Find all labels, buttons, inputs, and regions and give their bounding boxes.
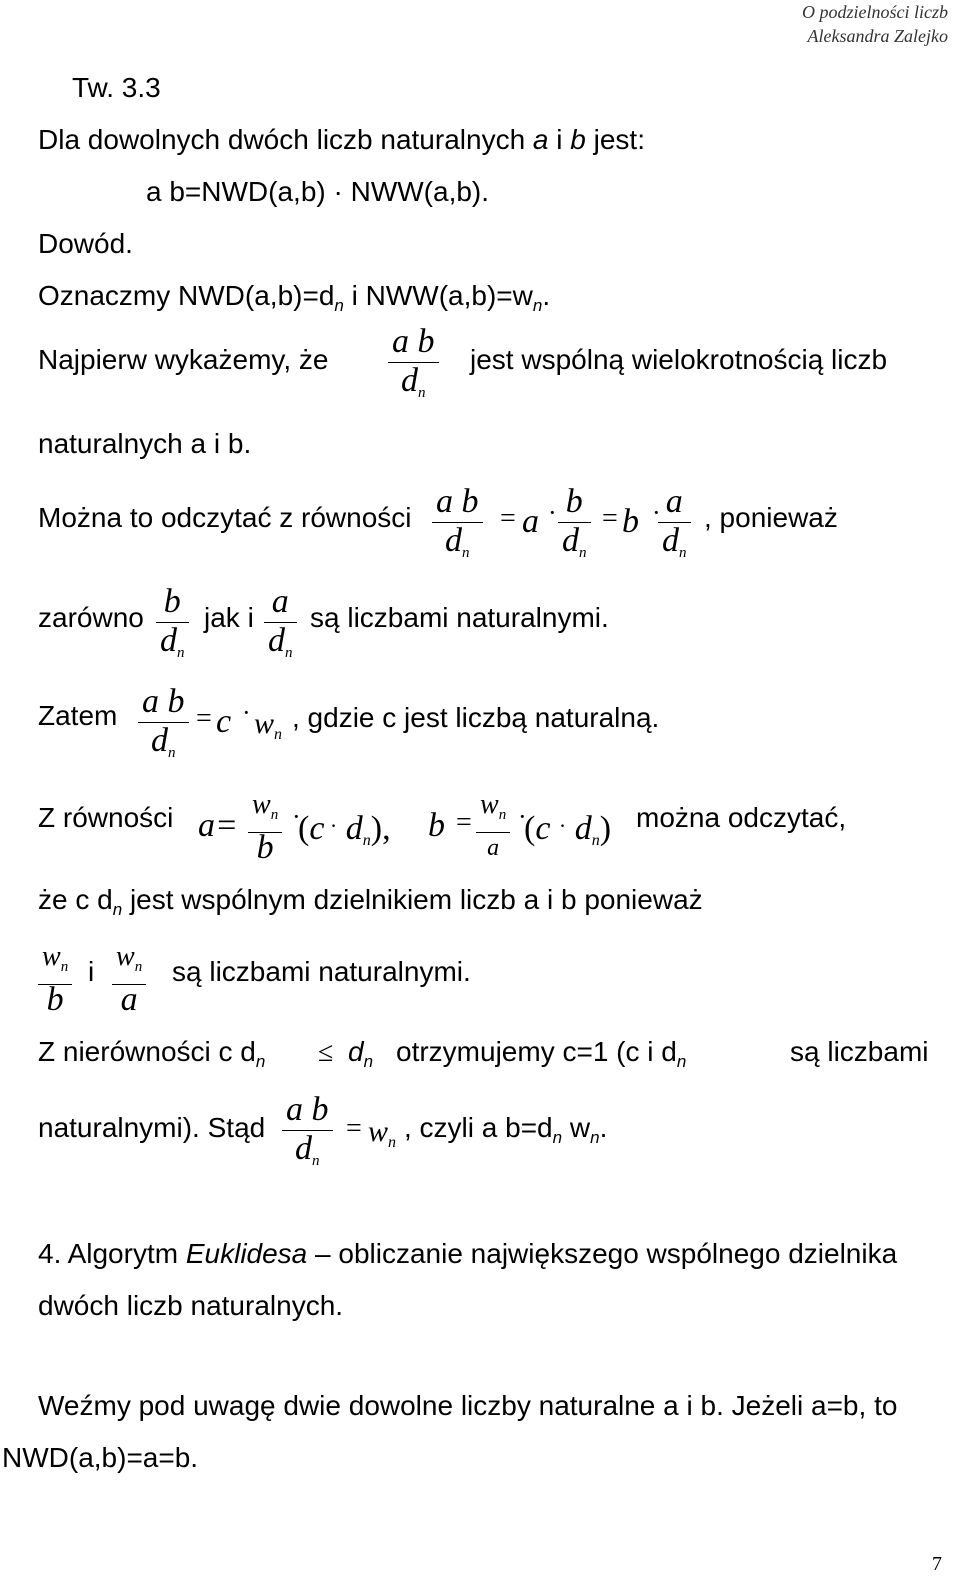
fraction-wn-over-a: $w_n$ a <box>476 790 510 863</box>
proof-line-common-divisor: że c $d_n$ jest wspólnym dzielnikiem liczb a i b ponieważ <box>38 884 703 919</box>
fraction-ab-over-dn <box>388 324 439 411</box>
math-var-b: b <box>428 807 445 844</box>
fraction-ab-over-dn-2: a b dn <box>432 484 483 571</box>
proof-line-are-naturals: są liczbami naturalnymi. <box>310 602 609 633</box>
equals-sign: = <box>196 703 212 734</box>
multiplication-dot: · <box>652 498 661 527</box>
section-4-title: 4. Algorytm Euklidesa – obliczanie największego wspólnego dzielnika <box>38 1238 898 1269</box>
fraction-ab-over-dn-3: a b dn <box>138 684 189 771</box>
proof-line-inequality: Z nierówności c $d_n$ <box>38 1036 266 1071</box>
leq-sign: ≤ <box>318 1037 334 1068</box>
section-4-paragraph-cont: NWD(a,b)=a=b. <box>2 1442 199 1473</box>
proof-line-conclusion: , czyli a $b=d_n$ $w_n$. <box>404 1112 608 1147</box>
proof-line-and: i <box>88 956 95 987</box>
proof-line-inequality-dn: $d_n$ <box>348 1036 374 1071</box>
fraction-wn-over-b: $w_n$ b <box>248 790 282 863</box>
fraction-wn-over-a-2: $w_n$ a <box>112 942 146 1015</box>
section-4-paragraph: Weźmy pod uwagę dwie dowolne liczby naturalne a i b. Jeżeli a=b, to <box>38 1390 898 1421</box>
fraction-a-over-dn-2: a dn <box>264 584 297 671</box>
proof-line-we-get: otrzymujemy c=1 (c i $d_n$ <box>396 1036 687 1071</box>
proof-line-naturals: naturalnych a i b. <box>38 428 252 459</box>
proof-line-are-numbers: są liczbami <box>790 1036 929 1067</box>
page-number: 7 <box>932 1553 942 1575</box>
multiplication-dot: · <box>548 498 557 527</box>
math-var-wn: $w_n$ <box>254 707 283 743</box>
math-a-equals: a= <box>198 807 238 844</box>
equals-sign: = <box>500 503 516 534</box>
proof-line-where-c: , gdzie c jest liczbą naturalną. <box>292 702 660 733</box>
theorem-title: Tw. 3.3 <box>72 72 161 103</box>
math-var-wn: $w_n$ <box>368 1115 397 1151</box>
fraction-b-over-dn-2: b dn <box>156 584 189 671</box>
proof-line-first-claim-rest: jest wspólną wielokrotnością liczb <box>470 344 888 375</box>
theorem-statement: Dla dowolnych dwóch liczb naturalnych a i b jest: <box>38 124 645 155</box>
math-var-c: c <box>216 703 232 740</box>
fraction-b-over-dn: b dn <box>558 484 591 571</box>
fraction-denominator: dn <box>401 362 426 401</box>
math-var-b: b <box>622 503 639 540</box>
equals-sign: = <box>346 1113 362 1144</box>
multiplication-dot: · <box>292 802 301 831</box>
proof-line-from-equalities: Z równości <box>38 802 174 833</box>
fraction-wn-over-b-2: $w_n$ b <box>38 942 72 1015</box>
proof-line-therefore: Zatem <box>38 700 118 731</box>
proof-line-notation: Oznaczmy $NWD(a,b)=d_n$ i $NWW(a,b)=w_n$. <box>38 280 551 315</box>
fraction-a-over-dn: a dn <box>658 484 691 571</box>
math-var-a: a <box>522 503 539 540</box>
math-group-c-dn-2: (c · dn) <box>524 810 612 849</box>
proof-line-can-read: można odczytać, <box>636 802 847 833</box>
header-author: Aleksandra Zalejko <box>807 26 948 46</box>
multiplication-dot: · <box>518 802 527 831</box>
proof-line-both: zarówno <box>38 602 144 633</box>
header-title: O podzielności liczb <box>802 2 948 22</box>
proof-line-equality-intro: Można to odczytać z równości <box>38 502 412 533</box>
math-group-c-dn: (c · dn), <box>298 810 391 849</box>
proof-line-as-well: jak i <box>204 602 254 633</box>
proof-line-first-claim: Najpierw wykażemy, że <box>38 344 329 375</box>
proof-line-naturals-2: są liczbami naturalnymi. <box>172 956 471 987</box>
equals-sign: = <box>456 807 472 838</box>
multiplication-dot: · <box>242 698 251 727</box>
fraction-numerator: a b <box>392 323 435 360</box>
page-header <box>802 0 948 48</box>
proof-label: Dowód. <box>38 228 133 259</box>
equals-sign: = <box>602 503 618 534</box>
section-4-title-line2: dwóch liczb naturalnych. <box>38 1290 344 1321</box>
proof-line-hence: naturalnymi). Stąd <box>38 1112 266 1143</box>
fraction-ab-over-dn-4: a b dn <box>282 1092 333 1179</box>
proof-line-because: , ponieważ <box>704 502 838 533</box>
theorem-formula: a b=NWD(a,b) · NWW(a,b). <box>146 176 490 207</box>
